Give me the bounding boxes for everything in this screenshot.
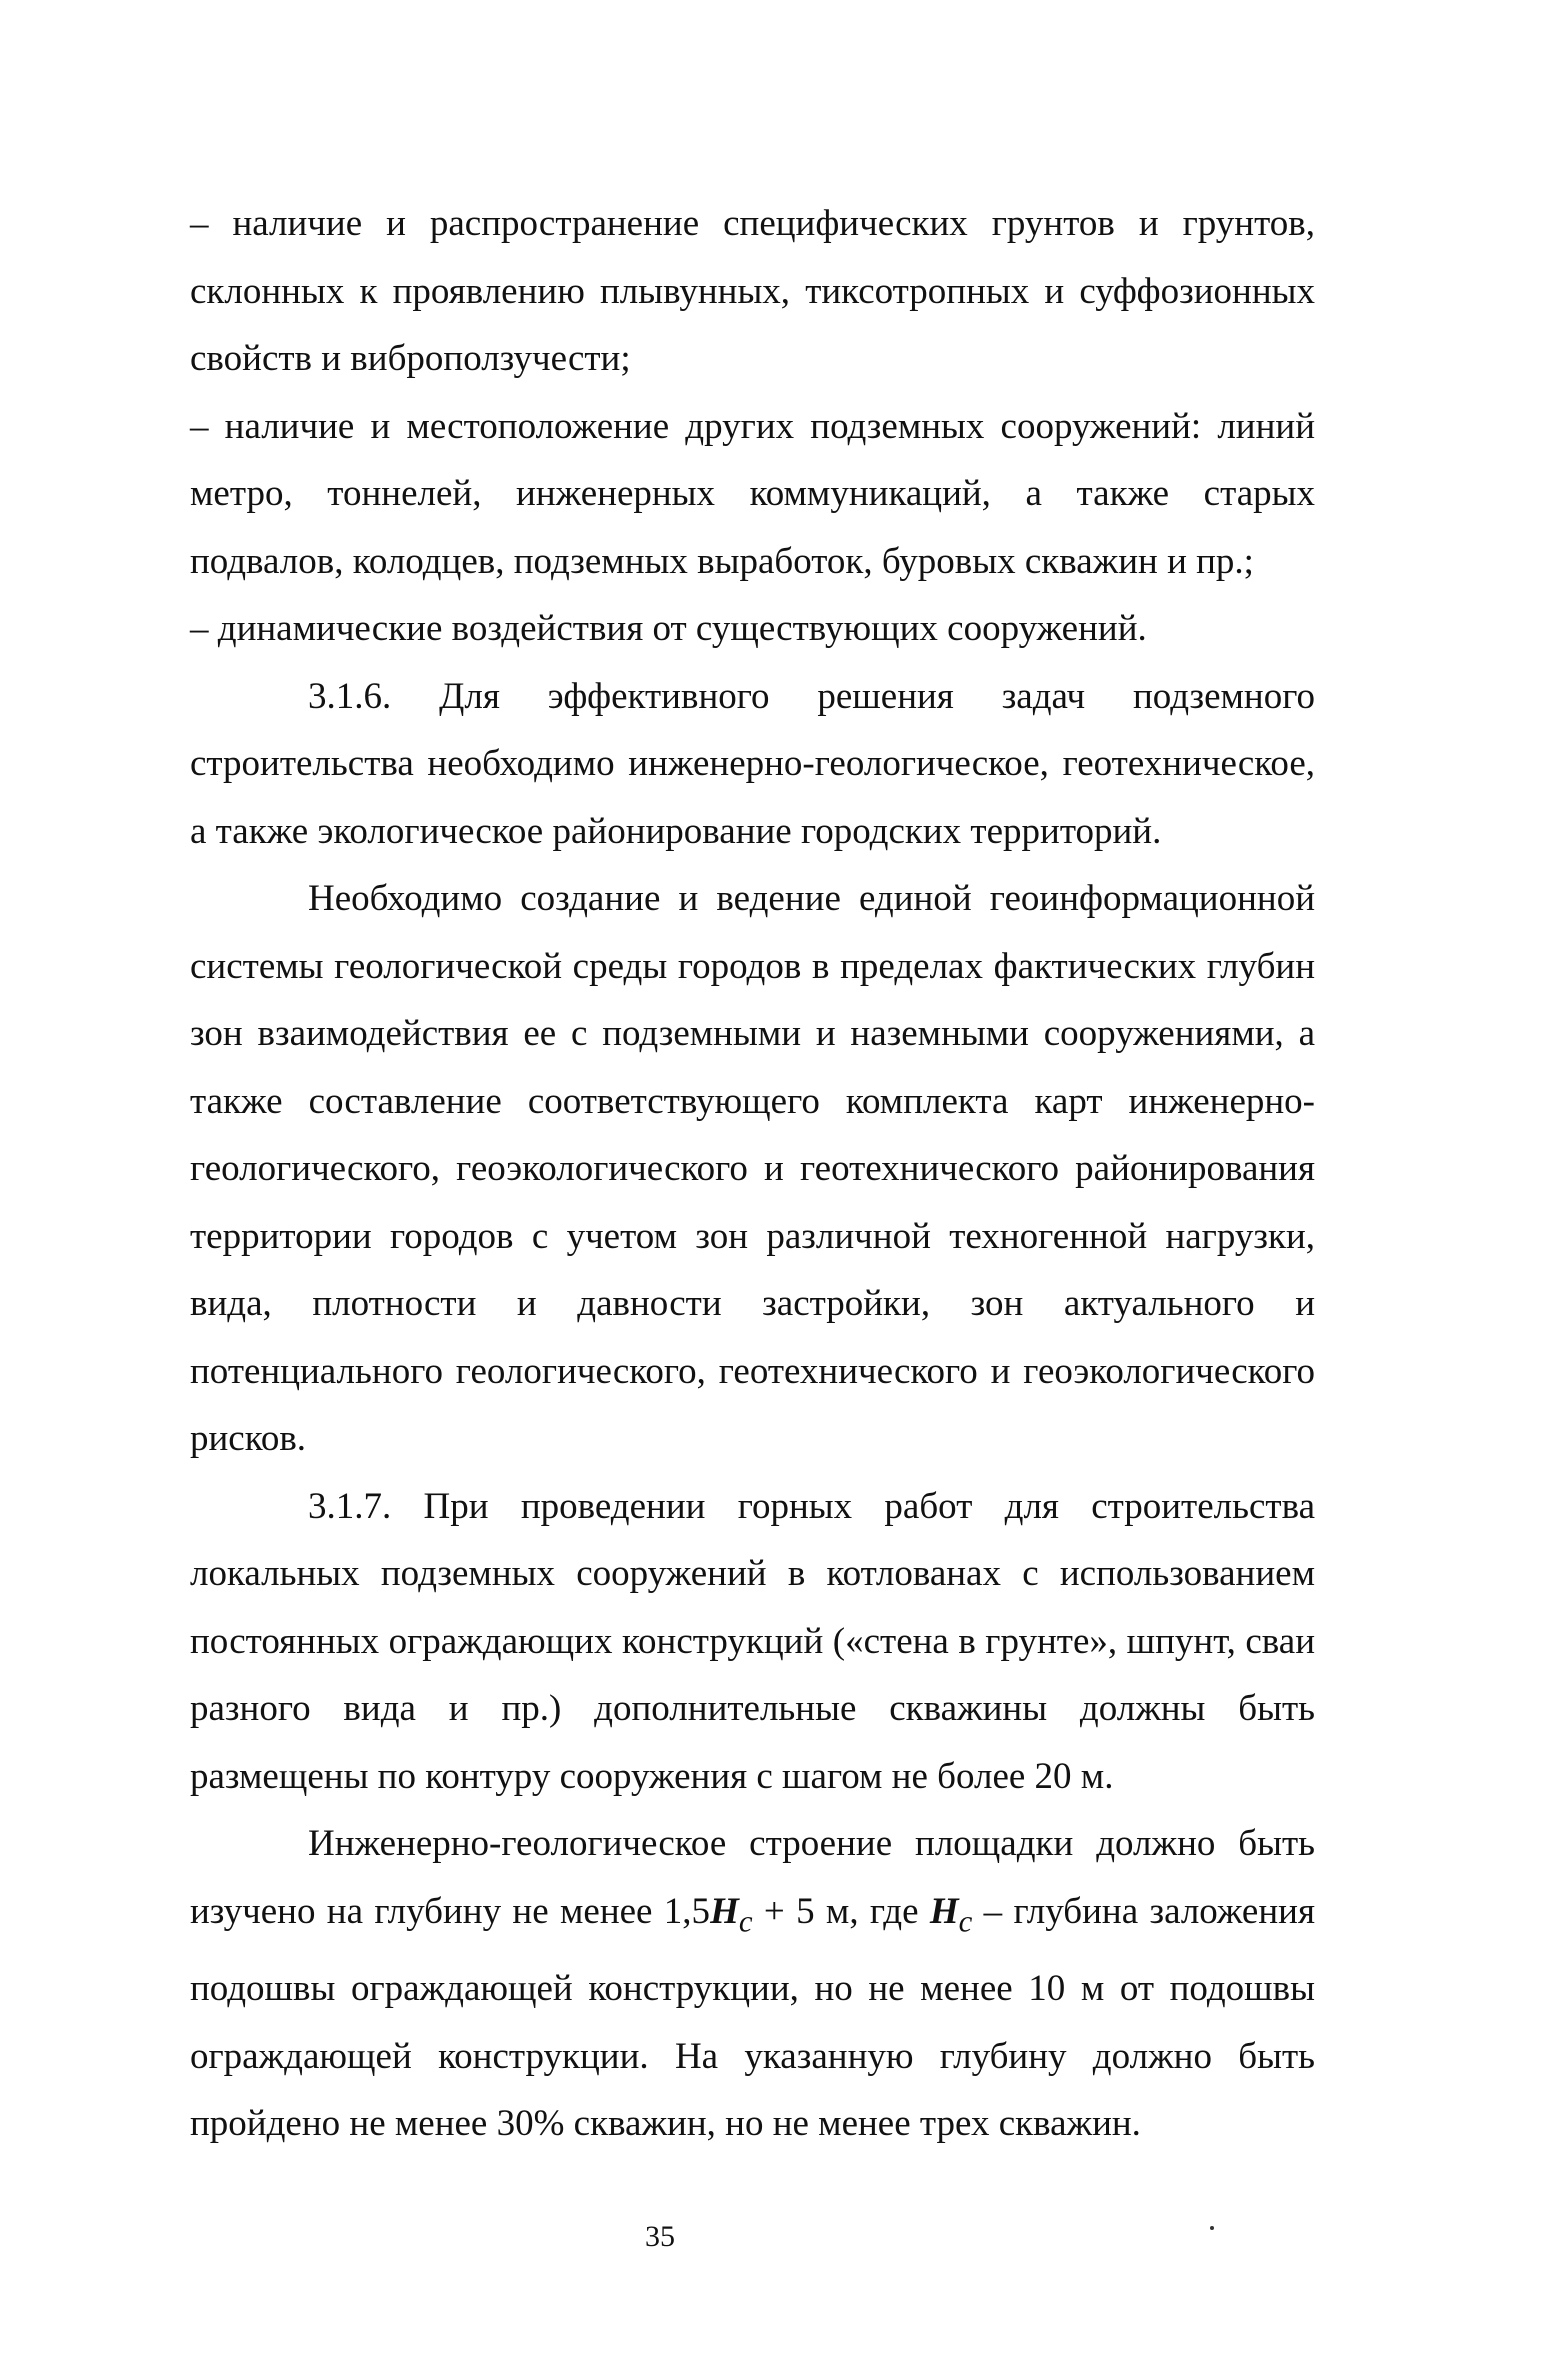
variable-h-subscript: c xyxy=(738,1903,753,1938)
list-item-underground-structures: – наличие и местоположение других подземных сооружений: линий метро, тоннелей, инженерных коммуникаций, а также старых подвалов, колодцев, подземных выработок, буровых скважин и пр.; xyxy=(190,405,1315,582)
variable-h-2: H xyxy=(929,1890,959,1932)
scan-artifact-dot xyxy=(1210,2226,1214,2230)
paragraph-3-1-7: 3.1.7. При проведении горных работ для строительства локальных подземных сооружений в котлованах с использованием постоянных ограждающих конструкций («стена в грунте», шпунт, сваи разного вида и пр.) дополнительные скважины должны быть размещены по контуру сооружения с шагом не более 20 м. xyxy=(190,1485,1315,1797)
list-item-soils: – наличие и распространение специфических грунтов и грунтов, склонных к проявлению плывунных, тиксотропных и суффозионных свойств и виброползучести; xyxy=(190,203,1315,379)
depth-text-part-3: – глубина заложения подошвы ограждающей конструкции, но не менее 10 м от подошвы ограждающей конструкции. На указанную глубину должно быть пройдено не менее 30% скважин, но не менее трех скважин. xyxy=(190,1890,1315,2145)
variable-h-2-subscript: c xyxy=(958,1903,973,1938)
paragraph-gis: Необходимо создание и ведение единой геоинформационной системы геологической среды городов в пределах фактических глубин зон взаимодействия ее с подземными и наземными сооружениями, а также составление соответствующего комплекта карт инженерно-геологического, геоэкологического и геотехнического районирования территории городов с учетом зон различной техногенной нагрузки, вида, плотности и давности застройки, зон актуального и потенциального геологического, геотехнического и геоэкологического рисков. xyxy=(190,878,1315,1459)
variable-h: H xyxy=(710,1890,739,1932)
depth-text-part-1: Инженерно-геологическое строение площадки должно быть изучено на глубину не менее 1,5 xyxy=(190,1823,1315,1932)
paragraph-depth-requirement xyxy=(190,1810,1315,2158)
depth-text-part-2: + 5 м, где xyxy=(752,1890,930,1932)
list-item-dynamic-impacts: – динамические воздействия от существующих сооружений. xyxy=(190,608,1147,649)
body-text xyxy=(190,190,1315,2158)
paragraph-3-1-6: 3.1.6. Для эффективного решения задач подземного строительства необходимо инженерно-геологическое, геотехническое, а также экологическое районирование городских территорий. xyxy=(190,675,1315,852)
page-number: 35 xyxy=(645,2220,675,2253)
